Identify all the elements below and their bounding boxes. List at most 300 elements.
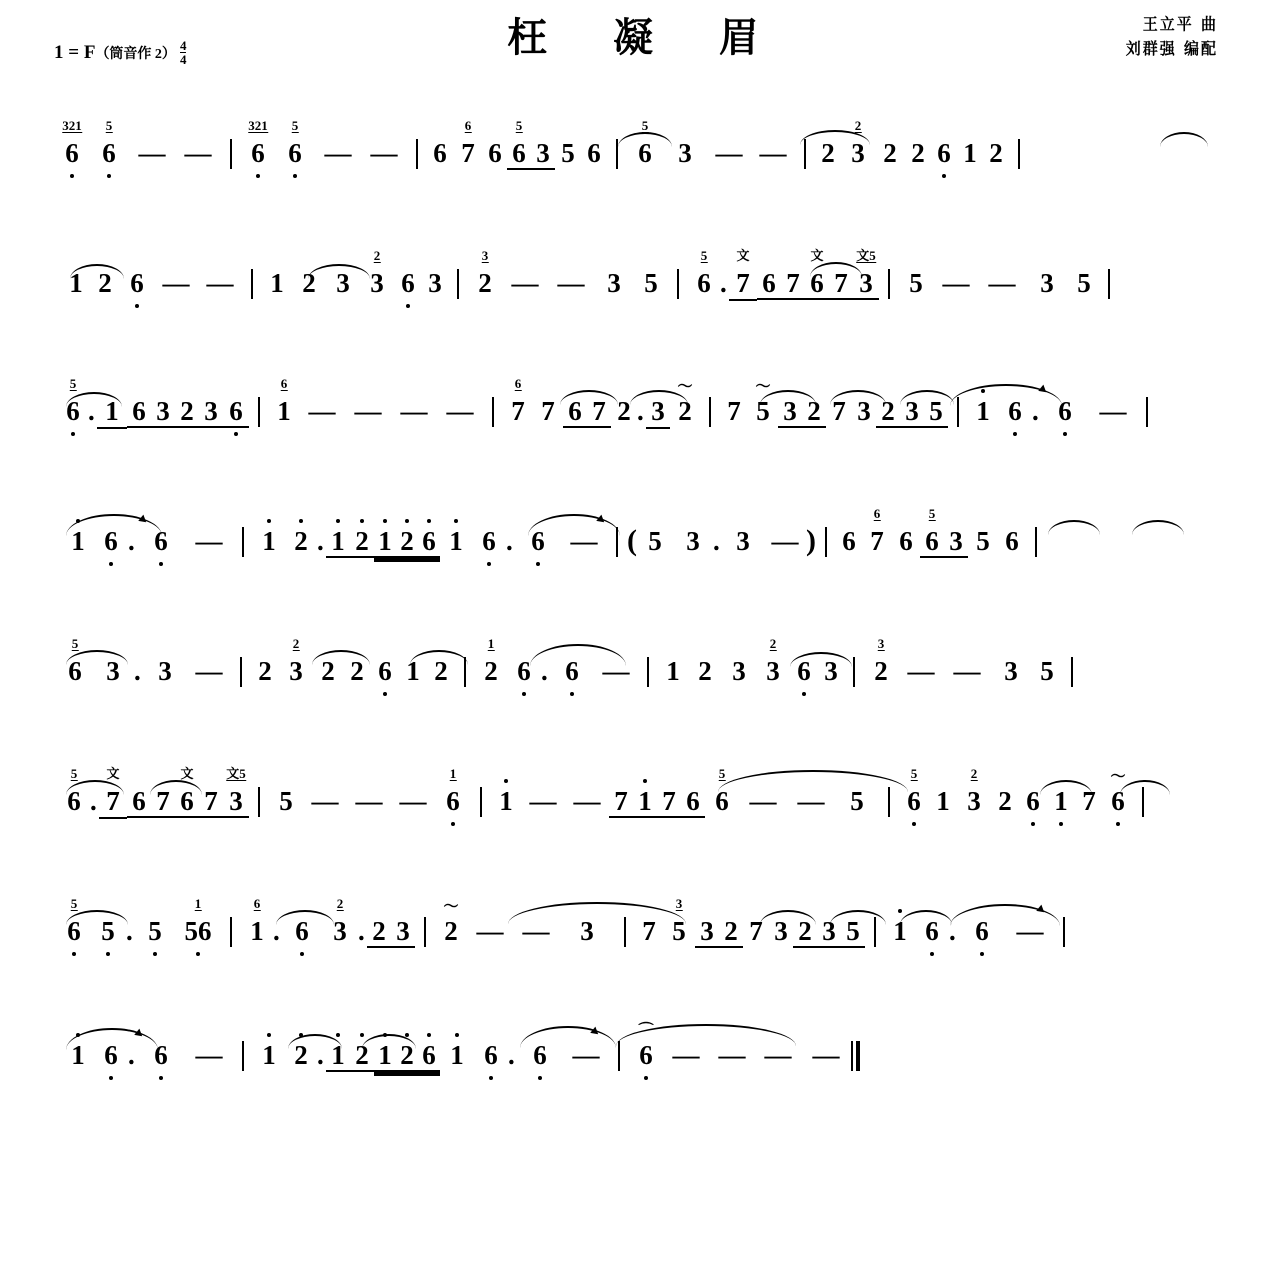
sustain-dash: — [511,268,539,298]
grace-note: 1 [487,636,495,651]
note: 3 [158,656,172,686]
sustain-dash: — [573,786,601,816]
bar-line [424,917,426,947]
credit-arranger: 刘群强 编配 [1125,39,1218,59]
bar-line [874,917,876,947]
grace-note: 2 [336,896,344,911]
note: 6 [94,1040,128,1070]
grace-note: 5 [70,766,78,781]
sustain-dash: — [759,138,787,168]
grace-note: 2 [970,766,978,781]
note: 6 [998,396,1032,426]
note: 2 [989,138,1003,168]
slur-arrow [1038,385,1049,396]
note: 6 [137,1040,185,1070]
note: 6 [371,656,399,686]
note: 6 [223,396,249,426]
note: 5 [90,916,126,946]
note: 6 [899,526,913,556]
note: 2 [396,526,418,556]
note: 7 [834,268,848,298]
grace-note: 5 [71,636,79,651]
staff-line-2 [0,250,1266,380]
note: 文5 3 [226,766,246,816]
bar-line [1142,787,1144,817]
bar-line [1063,917,1065,947]
note: 文5 3 [856,248,876,298]
note-pair: 5 [184,916,198,946]
note: 6 [507,656,541,686]
grace-note: 文5 [226,766,246,781]
note: 3 [428,268,442,298]
note: 文 7 [99,786,127,819]
bar-line [804,139,806,169]
note: 3 [106,656,120,686]
bar-line [457,269,459,299]
grace-note: 5 [69,376,77,391]
mordent-icon: 〜 [443,899,459,915]
note: 3 [824,656,838,686]
note: 3 [686,526,700,556]
staff-line-1-notes [55,118,1226,208]
note: 6 [515,526,561,556]
key-signature [54,40,186,67]
grace-note: 6 [280,376,288,391]
note: 1 [69,268,83,298]
bar-line [957,397,959,427]
mordent-icon: 〜 [755,379,771,395]
grace-note: 5 [105,118,113,133]
grace-note: 5 [291,118,299,133]
augmentation-dot: . [720,268,727,298]
note: 3 [822,916,836,946]
staff-line-5-notes [58,636,1226,726]
beamed-group [609,786,705,818]
note: 2 [180,396,194,426]
note: 6 [958,916,1006,946]
note: 〜 5 [755,379,771,426]
note: 3 [905,396,919,426]
note: 1 [440,526,472,556]
note: 1 [963,138,977,168]
note: ⌒ 6 [629,1040,663,1070]
bar-line [242,1041,244,1071]
note: 5 6 [697,248,711,298]
beamed-group [326,526,374,558]
beamed-group [920,506,968,558]
note: 2 [302,268,316,298]
beamed-group [778,396,826,428]
note: 6 [394,268,422,298]
note: 7 [832,396,846,426]
note: 文 6 [810,248,824,298]
grace-note: 2 [854,118,862,133]
augmentation-dot: . [128,526,135,556]
sustain-dash: — [672,1040,700,1070]
note: 321 6 [241,138,275,168]
note: 5 6 [58,916,90,946]
grace-note: 3 [481,248,489,263]
credit-composer: 王立平 曲 [1142,14,1218,34]
beamed-group [757,248,879,300]
grace-note: 6 [873,506,881,521]
augmentation-dot: . [317,526,324,556]
sustain-dash: — [195,656,223,686]
staff-line-3 [0,378,1266,508]
mordent-icon: 〜 [1110,769,1126,785]
note: 2 [258,656,272,686]
sustain-dash: — [476,916,504,946]
note: 2 [350,526,374,556]
bar-line [709,397,711,427]
bar-line [888,269,890,299]
fermata-icon: ⌒ [638,1023,654,1039]
grace-note: 2 [373,248,381,263]
note: 5 [846,916,860,946]
sustain-dash: — [988,268,1016,298]
note: 5 [1040,656,1054,686]
note: 3 [949,526,963,556]
note: 5 [644,268,658,298]
note: 6 7 [511,376,525,426]
sustain-dash: — [749,786,777,816]
grace-note: 文5 [856,248,876,263]
sustain-dash: — [162,268,190,298]
note: 5 [279,786,293,816]
note: 7 [642,916,656,946]
note: 5 [648,526,662,556]
sustain-dash: — [522,916,550,946]
grace-note: 5 [928,506,936,521]
note: 3 [580,916,594,946]
augmentation-dot: . [949,916,956,946]
bar-line [230,917,232,947]
note: 1 [968,396,998,426]
note: 3 [156,396,170,426]
grace-note: 2 [769,636,777,651]
bar-line [230,139,232,169]
note: 7 [662,786,676,816]
beamed-group [326,1040,374,1072]
staff-line-7-notes [58,896,1226,986]
slur-arrow [596,515,607,526]
bar-line [1071,657,1073,687]
note: 3 [700,916,714,946]
bar-line [888,787,890,817]
note: 3 [607,268,621,298]
note: 6 [418,526,440,556]
grace-note: 3 [675,896,683,911]
augmentation-dot: . [358,916,365,946]
note: 7 [749,916,763,946]
note: 文 6 [180,766,194,816]
staff-line-3-notes [58,376,1226,466]
note: 7 [727,396,741,426]
note: 5 6 [89,138,129,168]
augmentation-dot: . [637,396,644,426]
note: 1 [253,1040,285,1070]
note: 7 [156,786,170,816]
note: 2 [911,138,925,168]
note: 5 6 [58,396,88,426]
note: 1 [97,396,127,429]
staff-line-8 [0,1022,1266,1152]
note: 6 [474,1040,508,1070]
sustain-dash: — [570,526,598,556]
note: 2 [724,916,738,946]
final-bar-line [851,1041,861,1071]
note: 5 6 [67,766,81,816]
note: 〜 2 [443,899,459,946]
grace-note: 321 [62,118,82,133]
note: 5 6 [899,786,929,816]
sustain-dash: — [184,138,212,168]
staff-line-4 [0,508,1266,638]
note: 1 [633,786,657,816]
beamed-group [374,1040,440,1072]
sustain-dash: — [138,138,166,168]
note: 5 [1077,268,1091,298]
note: 2 [372,916,386,946]
beamed-group [507,118,555,170]
note: 2 [998,786,1012,816]
note: 3 [204,396,218,426]
slur-arrow [138,515,149,526]
sustain-dash: — [195,526,223,556]
note: 3 2 [478,248,492,298]
sustain-dash: — [399,786,427,816]
note: 3 [732,656,746,686]
staff-line-5 [0,638,1266,768]
beamed-group [563,396,611,428]
sustain-dash: — [764,1040,792,1070]
staff-line-6-notes [58,766,1226,856]
note: 7 [1082,786,1096,816]
beamed-group [695,916,743,948]
bar-line [647,657,649,687]
grace-note: 2 [292,636,300,651]
beamed-group [367,916,415,948]
note: 6 [1005,526,1019,556]
note: 6 [94,526,128,556]
bar-line [464,657,466,687]
note: 6 [686,786,700,816]
note: 1 [440,1040,474,1070]
augmentation-dot: . [88,396,95,426]
note: 3 [678,138,692,168]
repeat-paren-open: ( [627,524,637,557]
note: 6 [132,786,146,816]
note: 6 [472,526,506,556]
note: 1 6 [435,786,471,816]
bar-line [1018,139,1020,169]
note: 2 3 [851,118,865,168]
note: 3 [774,916,788,946]
note: 5 [561,138,575,168]
note: 3 [646,396,670,429]
note: 2 [350,1040,374,1070]
augmentation-dot: . [273,916,280,946]
page-title: 枉 凝 眉 [507,14,785,61]
note: 1 [326,526,350,556]
note: 3 2 [874,636,888,686]
grace-note: 5 [700,248,708,263]
bar-line [616,139,618,169]
note: 6 [282,916,322,946]
grace-note: 3 [877,636,885,651]
slur-arrow [1036,905,1047,916]
note: 1 [885,916,915,946]
note: 5 [909,268,923,298]
staff-line-7 [0,898,1266,1028]
staff-line-1 [0,120,1266,250]
note: 2 3 [967,766,981,816]
slur-arrow [590,1027,601,1038]
note: 1 [374,526,396,556]
note: 2 [798,916,812,946]
note: 文 7 [729,268,757,301]
bar-line [1146,397,1148,427]
note: 6 7 [461,118,475,168]
sustain-dash: — [557,268,585,298]
sustain-dash: — [718,1040,746,1070]
grace-note: 6 [253,896,261,911]
note: 1 2 [484,636,498,686]
note: 2 3 [370,248,384,298]
note: 7 [786,268,800,298]
grace-note: 5 [641,118,649,133]
staff-line-2-notes [62,248,1226,338]
note: 2 [807,396,821,426]
note: 5 6 [512,118,526,168]
augmentation-dot: . [713,526,720,556]
augmentation-dot: . [1032,396,1039,426]
sustain-dash: — [308,396,336,426]
note: 2 3 [766,636,780,686]
note: 2 [285,1040,317,1070]
mordent-icon: 〜 [677,379,693,395]
bar-line [677,269,679,299]
bar-line [258,787,260,817]
note: 3 [1040,268,1054,298]
beamed-group [175,396,249,428]
sustain-dash: — [942,268,970,298]
sustain-dash: — [355,786,383,816]
beamed-group [127,396,175,428]
note: 1 [374,1040,396,1070]
bar-line [1035,527,1037,557]
grace-note: 5 [718,766,726,781]
note: 2 [434,656,448,686]
note: 5 [850,786,864,816]
grace-note: 6 [514,376,522,391]
note: 3 [336,268,350,298]
note: 2 3 [289,636,303,686]
note: 6 [120,268,154,298]
repeat-paren-close: ) [806,524,816,557]
note: 2 [350,656,364,686]
note: 2 [881,396,895,426]
note: 6 [517,1040,563,1070]
grace-note: 1 [194,896,202,911]
sustain-dash: — [953,656,981,686]
sustain-dash: — [206,268,234,298]
note: 6 [568,396,582,426]
note: 3 [736,526,750,556]
bar-line [1108,269,1110,299]
note: 5 [976,526,990,556]
beamed-group [127,766,249,818]
note: 1 [326,1040,350,1070]
bar-line [492,397,494,427]
sustain-dash: — [195,1040,223,1070]
note: 6 [1019,786,1047,816]
sustain-dash: — [771,526,799,556]
sustain-dash: — [812,1040,840,1070]
grace-note: 5 [515,118,523,133]
sustain-dash: — [354,396,382,426]
note: 6 [915,916,949,946]
note: 6 7 [870,506,884,556]
beamed-group [876,396,948,428]
slur-arrow [134,1029,145,1040]
sustain-dash: — [1016,916,1044,946]
bar-line [853,657,855,687]
staff-line-8-notes [62,1023,1226,1110]
sustain-dash: — [715,138,743,168]
note: 5 [135,916,175,946]
note: 1 [491,786,521,816]
note: 6 [842,526,856,556]
note: 6 [931,138,957,168]
note: 5 6 [275,138,315,168]
bar-line [258,397,260,427]
note: 7 [541,396,555,426]
note: 1 [62,526,94,556]
note: 2 [883,138,897,168]
augmentation-dot: . [317,1040,324,1070]
note: 2 [617,396,631,426]
note: 6 [587,138,601,168]
sustain-dash: — [324,138,352,168]
grace-note: 1 [449,766,457,781]
note: 1 [253,526,285,556]
note: 1 56 [175,916,221,946]
note: 7 [614,786,628,816]
bar-line [242,527,244,557]
note: 6 [790,656,818,686]
sustain-dash: — [370,138,398,168]
augmentation-dot: . [128,1040,135,1070]
note: 1 [666,656,680,686]
bar-line [616,527,618,557]
note: 1 [936,786,950,816]
note: 6 [550,656,594,686]
note: 3 [857,396,871,426]
note: 3 [1004,656,1018,686]
note: 5 6 [925,506,939,556]
ornament-mark: 文 [810,248,824,263]
key-signature-note: （筒音作 2） [95,46,176,62]
bar-line [480,787,482,817]
bar-line [251,269,253,299]
note: 321 6 [55,138,89,168]
note: 6 [488,138,502,168]
credits [1126,13,1218,62]
note: 3 [783,396,797,426]
note: 5 [929,396,943,426]
note: 1 [62,1040,94,1070]
